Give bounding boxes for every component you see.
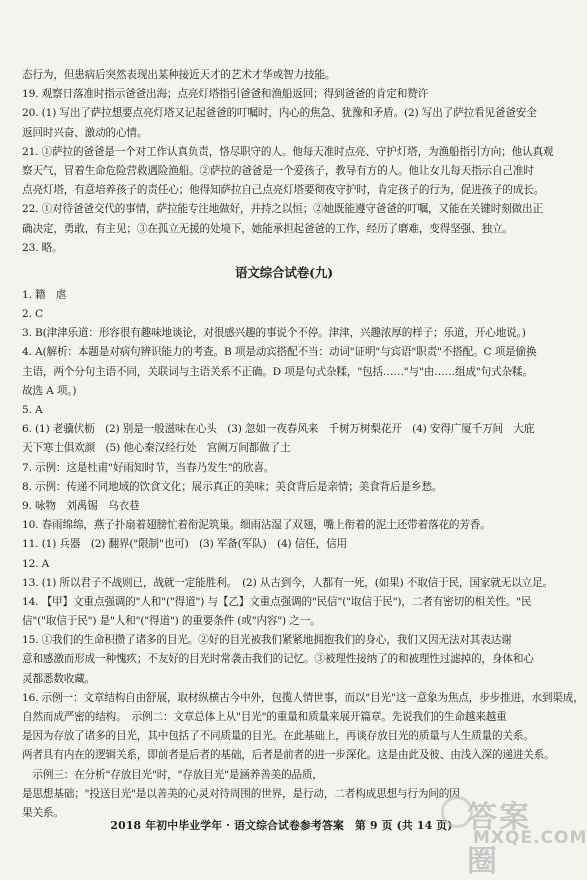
- answer-line: 15. ①我们的生命积攒了诸多的目光。②好的目光被我们紧紧地拥抱我们的身心，我们又因无法对其表达谢: [22, 634, 512, 647]
- answer-line: 4. A(解析：本题是对病句辨识能力的考查。B 项是动宾搭配不当：动词"证明"与宾语"职责"不搭配。C 项是偷换: [22, 346, 537, 359]
- answer-line: 3. B(津津乐道：形容很有趣味地谈论，对很感兴趣的事说个不停。津津，兴趣浓厚的样子；乐道，开心地说。): [22, 327, 526, 340]
- answer-line: 返回时兴奋、激动的心情。: [22, 126, 148, 139]
- answer-line: 故选 A 项。): [22, 384, 77, 397]
- answer-line: 信"("取信于民") 是"人和"("得道") 的重要条件 (或"内容") 之一。: [22, 615, 321, 628]
- answer-line: 10. 春雨绵绵，燕子扑扇着翅膀忙着衔泥筑巢。细雨沾湿了双翅，嘴上衔着的泥土还带着落花的芳香。: [22, 519, 491, 532]
- answer-line: 自然而成严密的结构。 示例二：文章总体上从"目光"的重量和质量来展开篇章。先说我们的生命越来越重: [22, 711, 507, 723]
- answer-line: 13. (1) 所以君子不战则已，战就一定能胜利。 (2) 从古到今，人都有一死，(如果) 不取信于民，国家就无以立足。: [22, 576, 554, 589]
- answer-content: [22, 66, 584, 823]
- watermark-text-cn: 答案圈: [467, 800, 531, 879]
- answer-line: 是思想基础；"投送目光"是以善美的心灵对待周围的世界，是行动，二者构成思想与行为间的因: [22, 787, 460, 800]
- answer-line: 8. 示例：传递不同地域的饮食文化；展示真正的美味；美食背后是亲情；美食背后是乡愁。: [22, 480, 443, 493]
- answer-line: 21. ①萨拉的爸爸是一个对工作认真负责，恪尽职守的人。他每天准时点亮、守护灯塔，为渔船指引方向；他认真观: [22, 145, 554, 158]
- answer-line: 1. 籍 虐: [22, 288, 67, 301]
- answer-line: 7. 示例：这是杜甫"好雨知时节，当春乃发生"的欣喜。: [22, 461, 275, 474]
- answer-line: 22. ①对待爸爸交代的事情，萨拉能专注地做好，并持之以恒；②她既能遵守爸爸的叮嘱，又能在关键时刻做出正: [22, 203, 543, 216]
- section-nine-answers: [22, 286, 584, 823]
- answer-line: 12. A: [22, 557, 50, 570]
- answer-line: 6. (1) 老骥伏枥 (2) 别是一般滋味在心头 (3) 忽如一夜春风来 千树万树梨花开 (4) 安得广厦千万间 大庇: [22, 423, 535, 436]
- answer-line: 20. (1) 写出了萨拉想要点亮灯塔又记起爸爸的叮嘱时，内心的焦急、犹豫和矛盾。(2) 写出了萨拉看见爸爸安全: [22, 107, 537, 120]
- answer-line: 态行为，但患病后突然表现出某种接近天才的艺术才华或智力技能。: [22, 69, 336, 81]
- answer-line: 天下寒士俱欢颜 (5) 他心秦汉经行处 宫阙万间都做了土: [22, 442, 291, 455]
- answer-line: 示例三：在分析"存放目光"时，"存放目光"是涵养善美的品质，: [22, 768, 323, 781]
- answer-line: 察天气，冒着生命危险营救遇险渔船。②萨拉的爸爸是一个爱孩子，教导有方的人。他让女儿每天指示自己准时: [22, 164, 534, 177]
- watermark-text-en: MXQE.COM: [473, 828, 587, 848]
- answer-line: 确决定，勇敢，有主见；③在孤立无援的处境下，她能承担起爸爸的工作，经历了磨难，变得坚强、独立。: [22, 222, 513, 235]
- site-watermark: [437, 790, 587, 879]
- answer-line: 果关系。: [22, 806, 64, 819]
- answer-line: 16. 示例一：文章结构自由舒展，取材纵横古今中外，包揽人情世事，而以"目光"这一意象为焦点，步步推进，水到渠成，: [22, 691, 584, 704]
- answer-line: 两者具有内在的逻辑关系，即前者是后者的基础，后者是前者的进一步深化。这是由此及彼、由浅入深的递进关系。: [22, 749, 555, 762]
- page-footer: 2018 年初中毕业学年 · 语文综合试卷参考答案 第 9 页 (共 14 页): [110, 819, 453, 832]
- answer-line: 9. 咏物 刘禹锡 乌衣巷: [22, 499, 140, 512]
- section-title: 语文综合试卷(九): [235, 264, 333, 280]
- answer-line: 11. (1) 兵器 (2) 翻界("限制"也可) (3) 军备(军队) (4) 信任，信用: [22, 538, 347, 551]
- answer-line: 5. A: [22, 404, 43, 416]
- previous-section-answers: [22, 66, 554, 258]
- answer-line: 14. 【甲】文重点强调的"人和"("得道") 与【乙】文重点强调的"民信"("取信于民")，二者有密切的相关性。"民: [22, 595, 532, 608]
- answer-line: 是因为存放了诸多的目光，其中包括了不同质量的目光。在此基础上，再谈存放目光的质量与人生质量的关系。: [22, 730, 534, 743]
- answer-line: 点亮灯塔，有意培养孩子的责任心；他得知萨拉自己点亮灯塔要彻夜守护时，肯定孩子的行为，促进孩子的成长。: [22, 184, 545, 197]
- answer-line: 主语，两个分句主语不同，关联词与主语关系不正确。D 项是句式杂糅，"包括……"与"由……组成"句式杂糅。: [22, 365, 533, 378]
- answer-line: 意和感激而形成一种愧疚；不友好的目光时常袭击我们的记忆。③被理性接纳了的和被理性过滤掉的，身体和心: [22, 653, 534, 666]
- answer-line: 23. 略。: [22, 241, 63, 254]
- answer-line: 19. 观察日落准时指示爸爸出海；点亮灯塔指引爸爸和渔船返回；得到爸爸的肯定和赞许: [22, 88, 429, 101]
- answer-line: 2. C: [22, 308, 43, 321]
- answer-line: 灵都悉数收藏。: [22, 672, 96, 685]
